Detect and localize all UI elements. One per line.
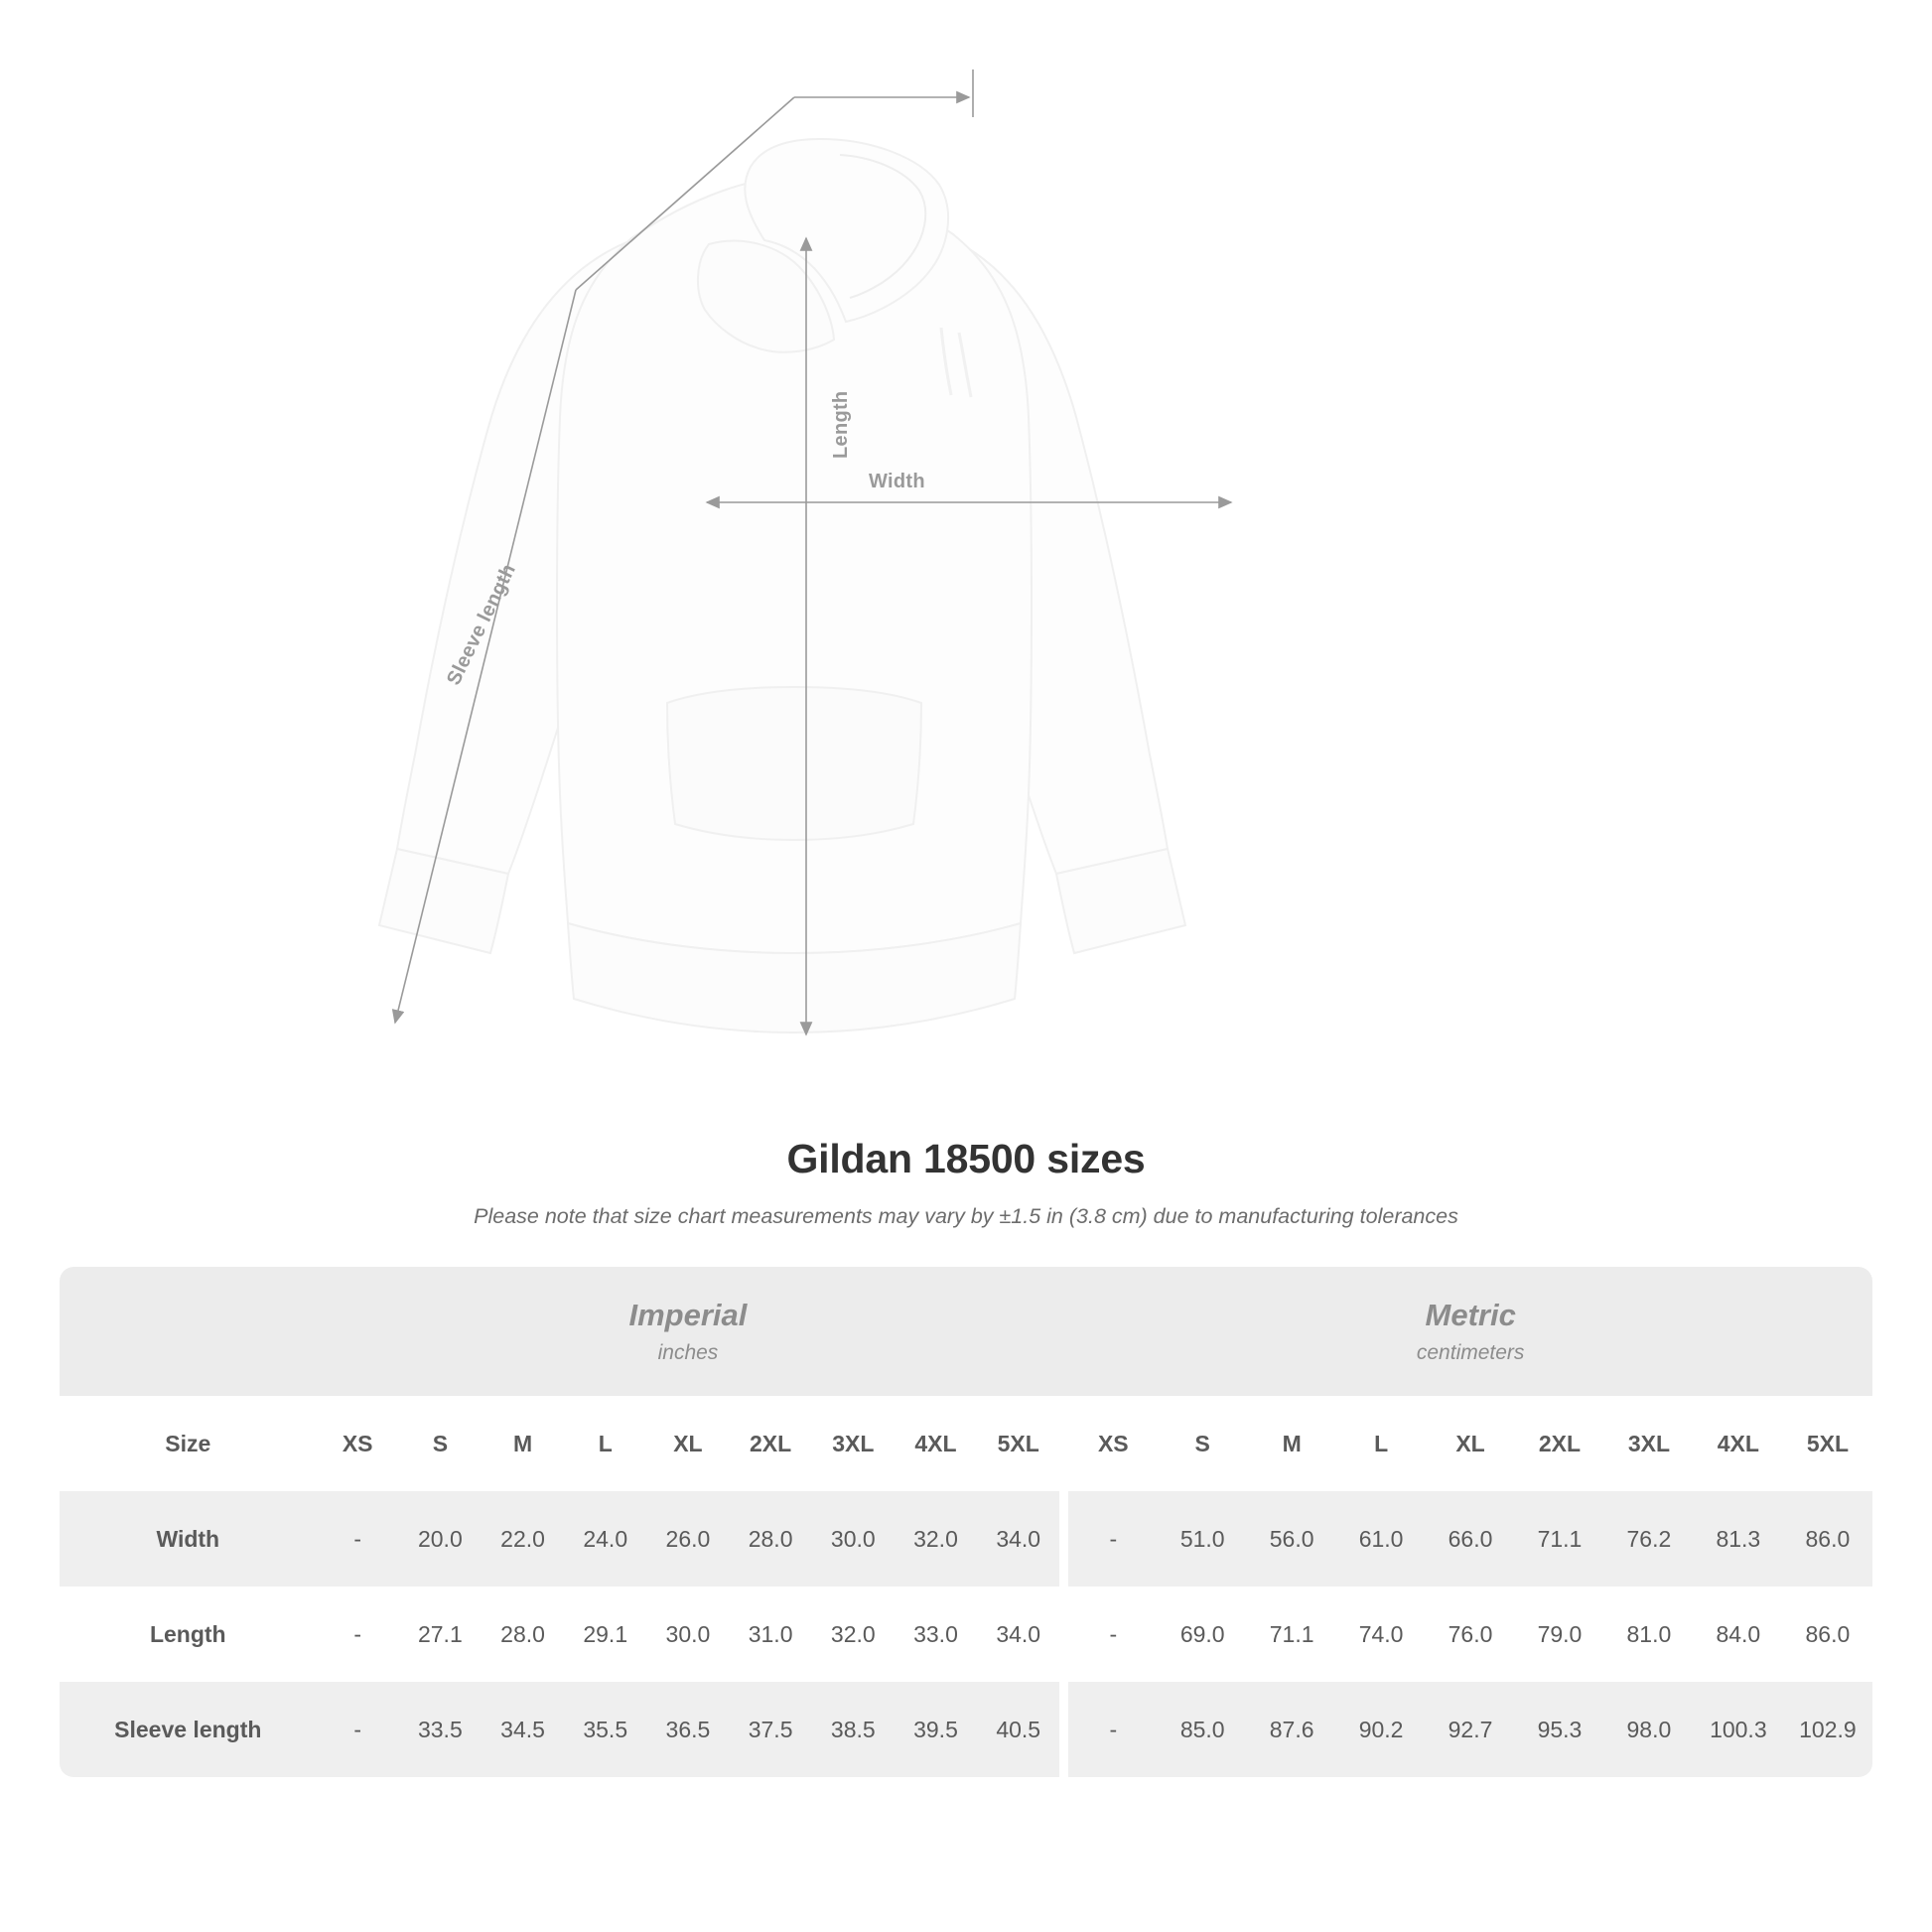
length-metric-3xl: 81.0	[1604, 1587, 1694, 1682]
table-row	[60, 1587, 1872, 1682]
length-label: Length	[830, 390, 852, 459]
length-imperial-5xl: 34.0	[977, 1587, 1059, 1682]
width-imperial-3xl: 30.0	[812, 1491, 895, 1587]
length-imperial-xs: -	[317, 1587, 399, 1682]
length-metric-2xl: 79.0	[1515, 1587, 1604, 1682]
size-header-metric-xl: XL	[1426, 1396, 1515, 1491]
sleeve-metric-2xl: 95.3	[1515, 1682, 1604, 1777]
imperial-unit: inches	[657, 1341, 719, 1364]
sleeve-metric-4xl: 100.3	[1694, 1682, 1783, 1777]
length-metric-m: 71.1	[1247, 1587, 1336, 1682]
unit-header-spacer	[60, 1267, 317, 1396]
length-metric-5xl: 86.0	[1783, 1587, 1872, 1682]
length-imperial-s: 27.1	[399, 1587, 482, 1682]
length-metric-s: 69.0	[1158, 1587, 1247, 1682]
width-metric-xl: 66.0	[1426, 1491, 1515, 1587]
sleeve-imperial-5xl: 40.5	[977, 1682, 1059, 1777]
row-gap-length	[1059, 1587, 1068, 1682]
size-header-metric-xs: XS	[1068, 1396, 1158, 1491]
unit-group-imperial	[317, 1267, 1060, 1396]
row-gap-width	[1059, 1491, 1068, 1587]
length-imperial-l: 29.1	[564, 1587, 646, 1682]
sleeve-imperial-2xl: 37.5	[730, 1682, 812, 1777]
width-label: Width	[869, 471, 925, 492]
size-header-metric-5xl: 5XL	[1783, 1396, 1872, 1491]
sleeve-metric-3xl: 98.0	[1604, 1682, 1694, 1777]
sleeve-metric-s: 85.0	[1158, 1682, 1247, 1777]
size-header-label: Size	[60, 1396, 317, 1491]
size-header-imperial-xs: XS	[317, 1396, 399, 1491]
size-header-metric-3xl: 3XL	[1604, 1396, 1694, 1491]
width-metric-3xl: 76.2	[1604, 1491, 1694, 1587]
width-imperial-s: 20.0	[399, 1491, 482, 1587]
sleeve-imperial-xl: 36.5	[646, 1682, 729, 1777]
size-header-imperial-5xl: 5XL	[977, 1396, 1059, 1491]
sleeve-length-label: Sleeve length	[443, 560, 521, 689]
width-imperial-5xl: 34.0	[977, 1491, 1059, 1587]
sleeve-imperial-3xl: 38.5	[812, 1682, 895, 1777]
width-metric-xs: -	[1068, 1491, 1158, 1587]
size-header-imperial-2xl: 2XL	[730, 1396, 812, 1491]
size-header-metric-m: M	[1247, 1396, 1336, 1491]
size-header-imperial-l: L	[564, 1396, 646, 1491]
width-imperial-4xl: 32.0	[895, 1491, 977, 1587]
size-header-metric-2xl: 2XL	[1515, 1396, 1604, 1491]
metric-name: Metric	[1425, 1298, 1516, 1332]
length-imperial-3xl: 32.0	[812, 1587, 895, 1682]
width-metric-4xl: 81.3	[1694, 1491, 1783, 1587]
sleeve-metric-xs: -	[1068, 1682, 1158, 1777]
length-metric-4xl: 84.0	[1694, 1587, 1783, 1682]
sleeve-imperial-xs: -	[317, 1682, 399, 1777]
size-header-metric-s: S	[1158, 1396, 1247, 1491]
unit-gap	[1059, 1267, 1068, 1396]
size-header-imperial-m: M	[482, 1396, 564, 1491]
length-metric-xl: 76.0	[1426, 1587, 1515, 1682]
sleeve-metric-5xl: 102.9	[1783, 1682, 1872, 1777]
title-block	[0, 1136, 1932, 1229]
size-header-imperial-3xl: 3XL	[812, 1396, 895, 1491]
size-table	[60, 1267, 1872, 1777]
size-header-imperial-xl: XL	[646, 1396, 729, 1491]
width-imperial-m: 22.0	[482, 1491, 564, 1587]
sleeve-metric-xl: 92.7	[1426, 1682, 1515, 1777]
width-metric-s: 51.0	[1158, 1491, 1247, 1587]
sleeve-imperial-m: 34.5	[482, 1682, 564, 1777]
metric-unit: centimeters	[1416, 1341, 1525, 1364]
width-imperial-xl: 26.0	[646, 1491, 729, 1587]
sleeve-imperial-s: 33.5	[399, 1682, 482, 1777]
width-imperial-2xl: 28.0	[730, 1491, 812, 1587]
row-label-width: Width	[60, 1491, 317, 1587]
size-header-metric-4xl: 4XL	[1694, 1396, 1783, 1491]
tolerance-note: Please note that size chart measurements may vary by ±1.5 in (3.8 cm) due to manufacturing tolerances	[474, 1204, 1458, 1228]
table-row	[60, 1491, 1872, 1587]
length-imperial-xl: 30.0	[646, 1587, 729, 1682]
size-header-row	[60, 1396, 1872, 1491]
length-imperial-m: 28.0	[482, 1587, 564, 1682]
sleeve-metric-l: 90.2	[1336, 1682, 1426, 1777]
table-row	[60, 1682, 1872, 1777]
size-header-metric-l: L	[1336, 1396, 1426, 1491]
row-label-length: Length	[60, 1587, 317, 1682]
width-metric-5xl: 86.0	[1783, 1491, 1872, 1587]
width-imperial-xs: -	[317, 1491, 399, 1587]
length-metric-l: 74.0	[1336, 1587, 1426, 1682]
header-gap	[1059, 1396, 1068, 1491]
unit-header-row	[60, 1267, 1872, 1396]
unit-group-metric	[1068, 1267, 1872, 1396]
row-label-sleeve-length: Sleeve length	[60, 1682, 317, 1777]
width-imperial-l: 24.0	[564, 1491, 646, 1587]
length-metric-xs: -	[1068, 1587, 1158, 1682]
sleeve-imperial-l: 35.5	[564, 1682, 646, 1777]
width-metric-l: 61.0	[1336, 1491, 1426, 1587]
imperial-name: Imperial	[628, 1298, 748, 1332]
width-metric-2xl: 71.1	[1515, 1491, 1604, 1587]
length-imperial-2xl: 31.0	[730, 1587, 812, 1682]
size-header-imperial-s: S	[399, 1396, 482, 1491]
size-header-imperial-4xl: 4XL	[895, 1396, 977, 1491]
size-table-wrapper	[60, 1267, 1872, 1777]
sleeve-metric-m: 87.6	[1247, 1682, 1336, 1777]
length-imperial-4xl: 33.0	[895, 1587, 977, 1682]
width-metric-m: 56.0	[1247, 1491, 1336, 1587]
page-title: Gildan 18500 sizes	[786, 1136, 1146, 1181]
sleeve-imperial-4xl: 39.5	[895, 1682, 977, 1777]
row-gap-sleeve	[1059, 1682, 1068, 1777]
